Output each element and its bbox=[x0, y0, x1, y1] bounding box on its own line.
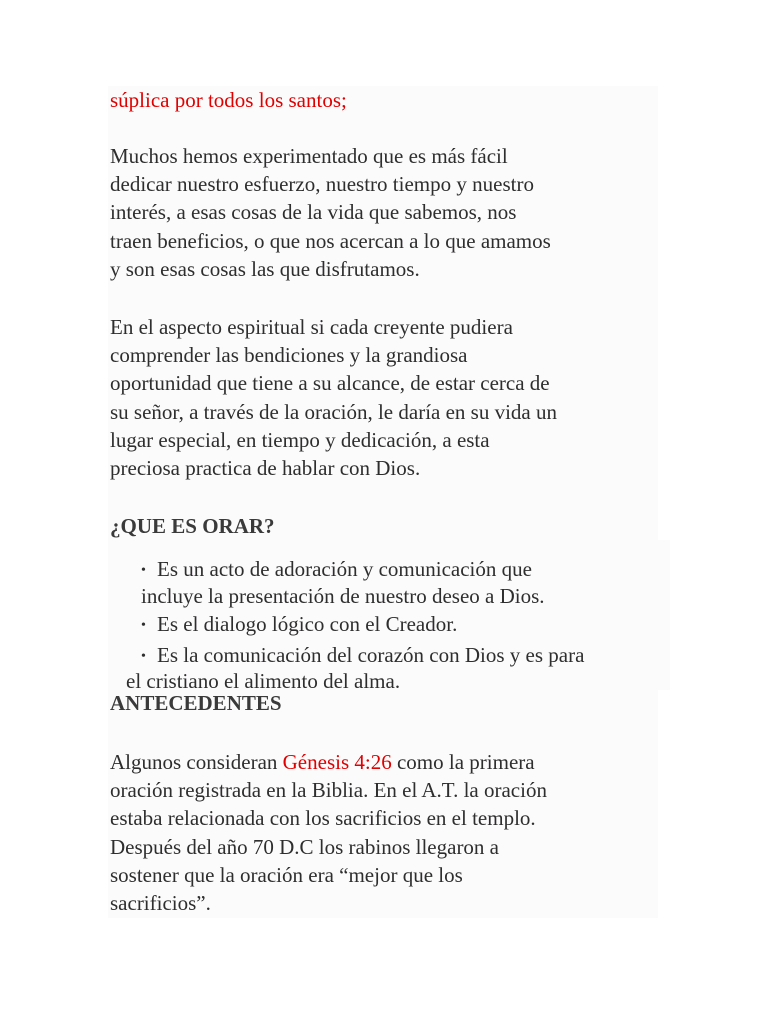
paragraph-spiritual bbox=[110, 313, 557, 482]
list-item bbox=[141, 612, 681, 639]
paragraph-line bbox=[110, 748, 547, 776]
paragraph-effort bbox=[110, 142, 551, 283]
paragraph-text: como la primera bbox=[391, 750, 535, 774]
top-line-text: súplica por todos los santos; bbox=[110, 88, 347, 112]
paragraph-line: Muchos hemos experimentado que es más fácil bbox=[110, 144, 508, 168]
paragraph-line: su señor, a través de la oración, le daría en su vida un bbox=[110, 399, 557, 424]
bible-reference-link[interactable]: Génesis 4:26 bbox=[282, 750, 392, 774]
list-item-text: incluye la presentación de nuestro deseo a Dios. bbox=[141, 583, 545, 608]
paragraph-line: estaba relacionada con los sacrificios en el templo. bbox=[110, 806, 536, 831]
paragraph-line: traen beneficios, o que nos acercan a lo que amamos bbox=[110, 228, 551, 253]
paragraph-line: Después del año 70 D.C los rabinos llegaron a bbox=[110, 834, 500, 859]
paragraph-line: comprender las bendiciones y la grandiosa bbox=[110, 343, 468, 368]
paragraph-line: oración registrada en la Biblia. En el A.T. la oración bbox=[110, 778, 547, 803]
paragraph-line: sacrificios”. bbox=[110, 891, 211, 916]
paragraph-antecedentes bbox=[110, 748, 547, 917]
heading-que-es-orar: ¿QUE ES ORAR? bbox=[110, 514, 275, 538]
list-item-text: Es la comunicación del corazón con Dios y es para bbox=[157, 642, 585, 667]
paragraph-line: interés, a esas cosas de la vida que sabemos, nos bbox=[110, 200, 517, 225]
paragraph-line: lugar especial, en tiempo y dedicación, a esta bbox=[110, 427, 490, 452]
list-item-text: Es el dialogo lógico con el Creador. bbox=[157, 612, 458, 636]
definition-list bbox=[126, 557, 681, 698]
paragraph-line: preciosa practica de hablar con Dios. bbox=[110, 456, 421, 481]
paragraph-line: y son esas cosas las que disfrutamos. bbox=[110, 256, 420, 281]
bullet-icon: • bbox=[141, 563, 146, 578]
paragraph-line: En el aspecto espiritual si cada creyente pudiera bbox=[110, 315, 513, 339]
list-item-text: el cristiano el alimento del alma. bbox=[126, 669, 401, 693]
bullet-icon: • bbox=[141, 618, 146, 633]
paragraph-text: Algunos consideran bbox=[110, 750, 283, 774]
list-item-text: Es un acto de adoración y comunicación que bbox=[157, 557, 532, 581]
heading-antecedentes: ANTECEDENTES bbox=[110, 691, 282, 715]
list-item bbox=[141, 557, 681, 608]
bullet-icon: • bbox=[141, 648, 146, 664]
list-item bbox=[126, 642, 681, 694]
paragraph-line: dedicar nuestro esfuerzo, nuestro tiempo y nuestro bbox=[110, 172, 534, 197]
paragraph-line: sostener que la oración era “mejor que los bbox=[110, 862, 463, 887]
paragraph-line: oportunidad que tiene a su alcance, de estar cerca de bbox=[110, 371, 550, 396]
